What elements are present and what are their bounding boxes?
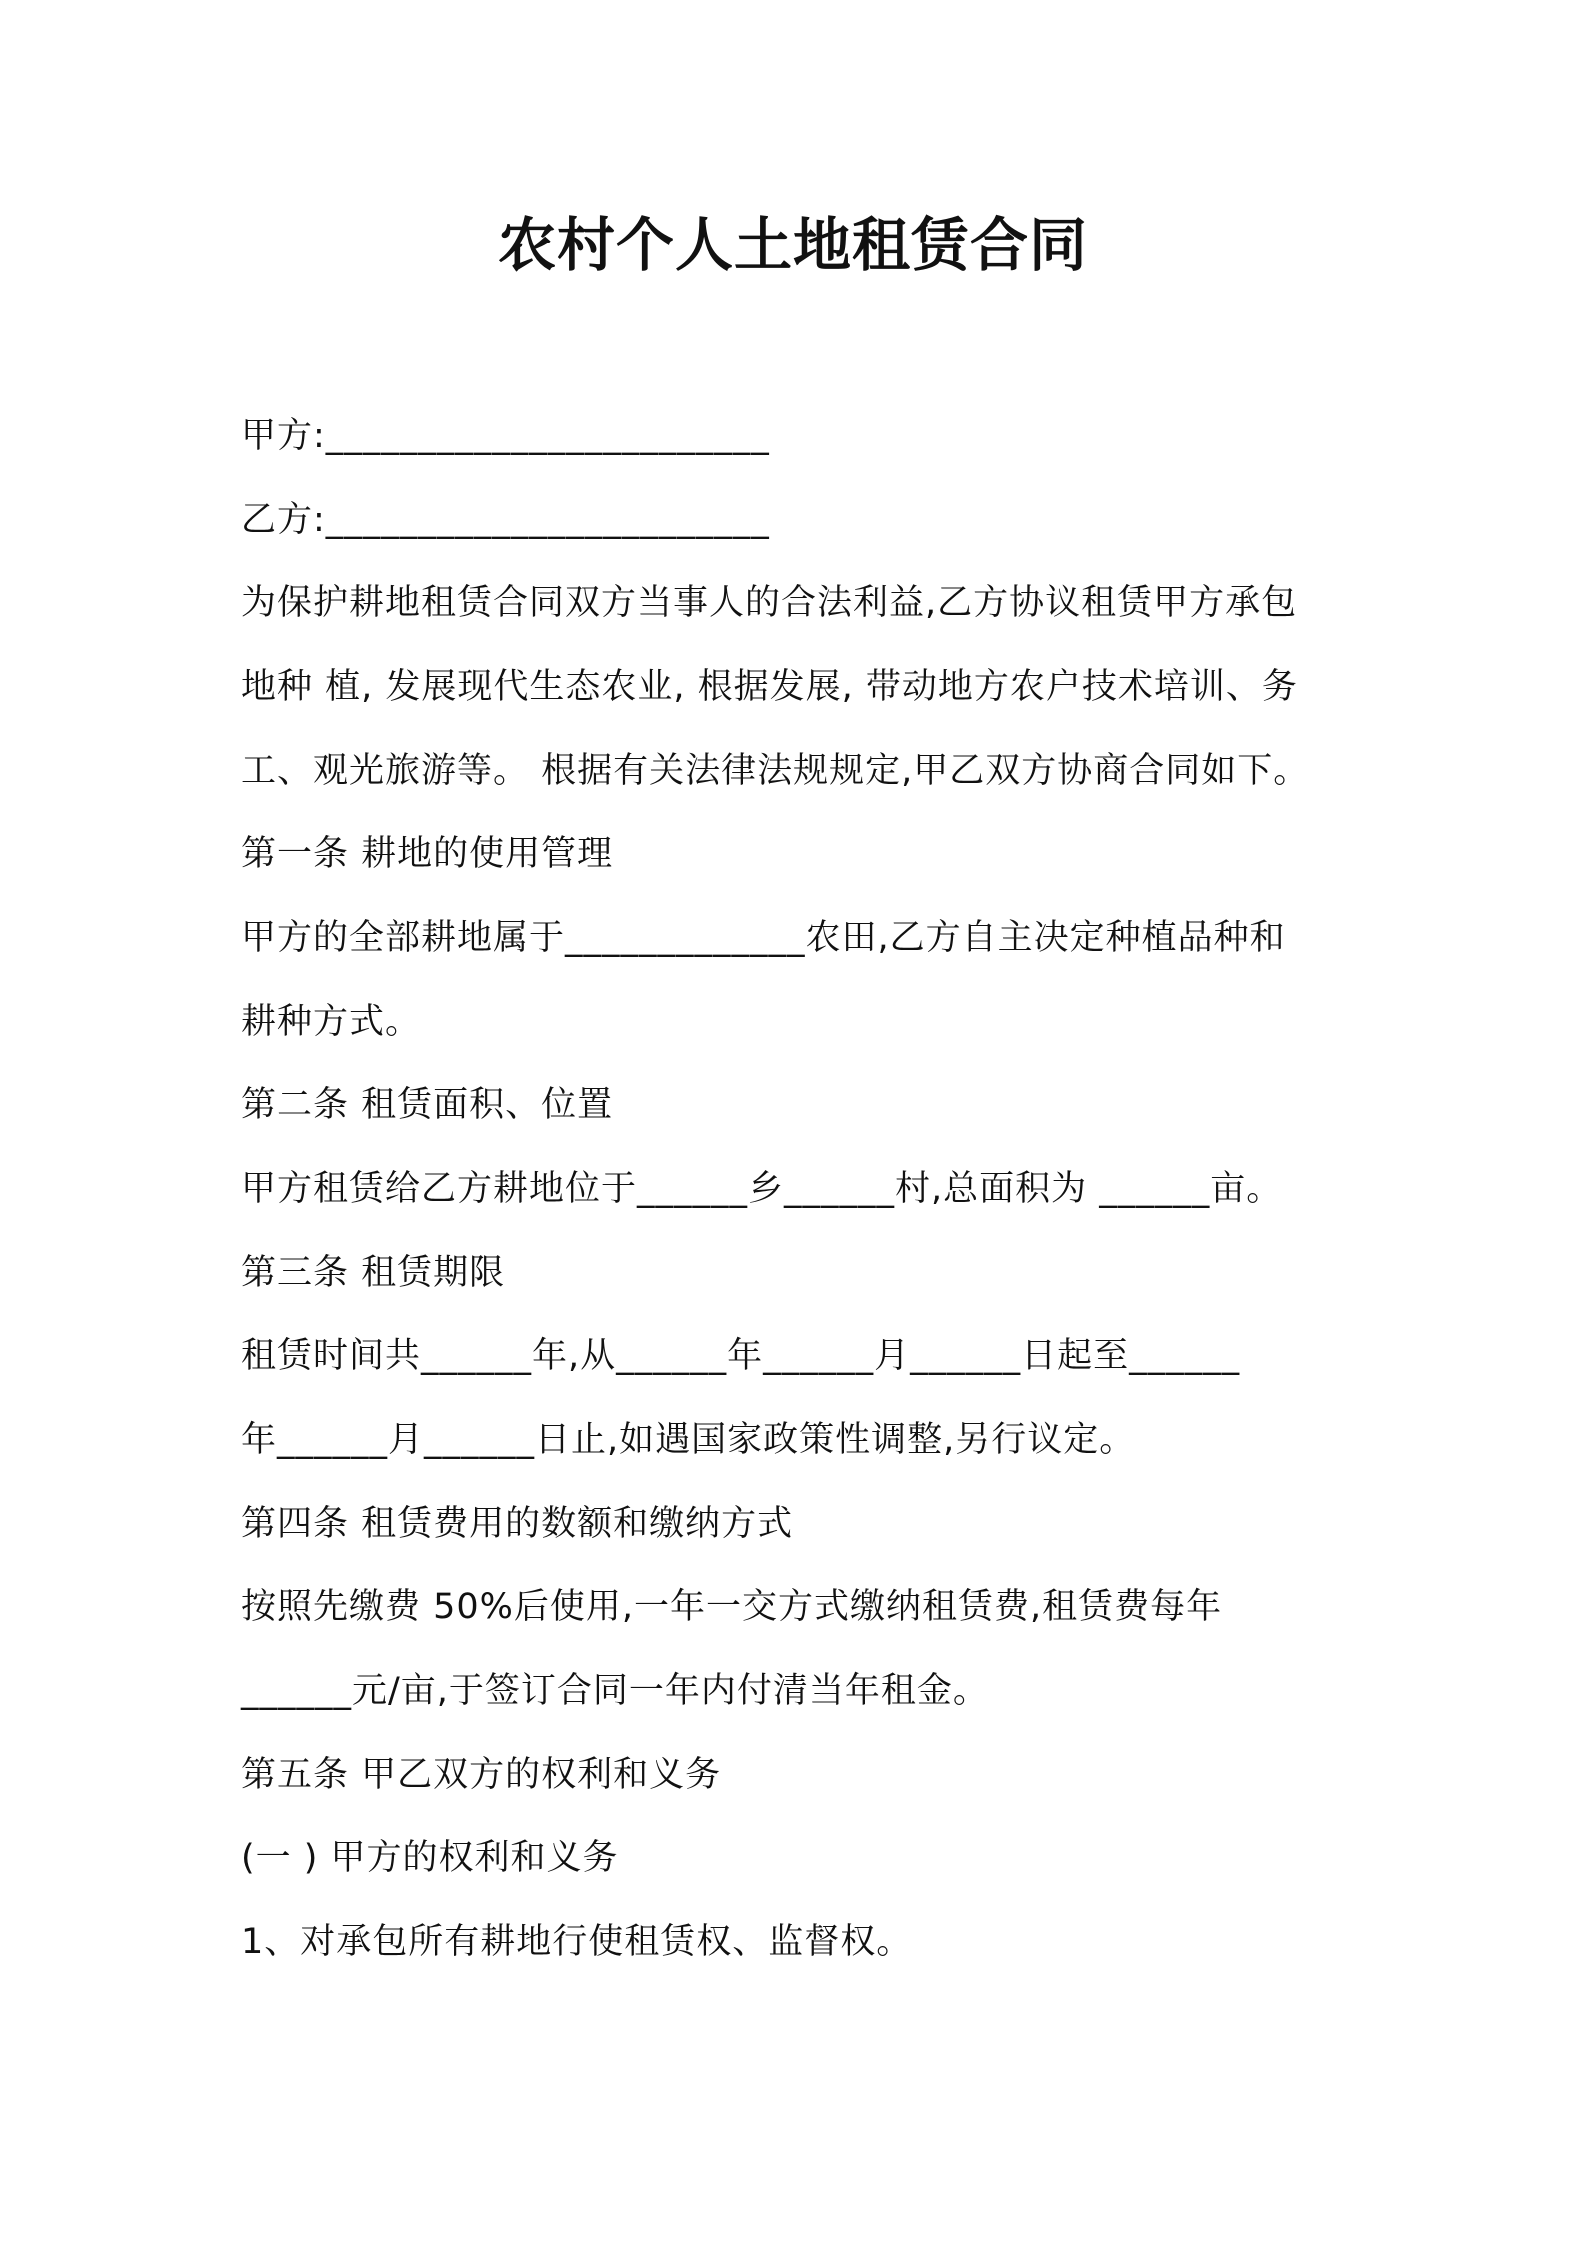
clause-1-text: 1、对承包所有耕地行使租赁权、监督权。 <box>241 1922 913 1962</box>
article-3-text-1: 租赁时间共______年,从______年______月______日起至______ <box>241 1336 1241 1376</box>
party-b-line: 乙方:________________________ <box>241 500 770 540</box>
article-1-heading: 第一条 耕地的使用管理 <box>241 834 614 874</box>
article-2-text: 甲方租赁给乙方耕地位于______乡______村,总面积为 ______亩。 <box>241 1169 1283 1209</box>
preamble-line-2: 地种 植, 发展现代生态农业, 根据发展, 带动地方农户技术培训、务 <box>241 667 1298 707</box>
article-4-text-2: ______元/亩,于签订合同一年内付清当年租金。 <box>241 1671 989 1711</box>
document-title: 农村个人土地租赁合同 <box>497 211 1088 279</box>
preamble-line-3: 工、观光旅游等。 根据有关法律法规规定,甲乙双方协商合同如下。 <box>241 751 1310 791</box>
article-4-text-1: 按照先缴费 50%后使用,一年一交方式缴纳租赁费,租赁费每年 <box>241 1587 1223 1627</box>
article-1-text-2: 耕种方式。 <box>241 1002 422 1042</box>
article-3-heading: 第三条 租赁期限 <box>241 1253 506 1293</box>
article-1-text-1: 甲方的全部耕地属于_____________农田,乙方自主决定种植品种和 <box>241 918 1286 958</box>
preamble-line-1: 为保护耕地租赁合同双方当事人的合法利益,乙方协议租赁甲方承包 <box>241 583 1298 623</box>
article-5-heading: 第五条 甲乙双方的权利和义务 <box>241 1755 722 1795</box>
party-a-line: 甲方:________________________ <box>241 416 770 456</box>
article-2-heading: 第二条 租赁面积、位置 <box>241 1085 614 1125</box>
section-1-heading: (一 ) 甲方的权利和义务 <box>241 1838 619 1878</box>
article-4-heading: 第四条 租赁费用的数额和缴纳方式 <box>241 1504 794 1544</box>
article-3-text-2: 年______月______日止,如遇国家政策性调整,另行议定。 <box>241 1420 1136 1460</box>
